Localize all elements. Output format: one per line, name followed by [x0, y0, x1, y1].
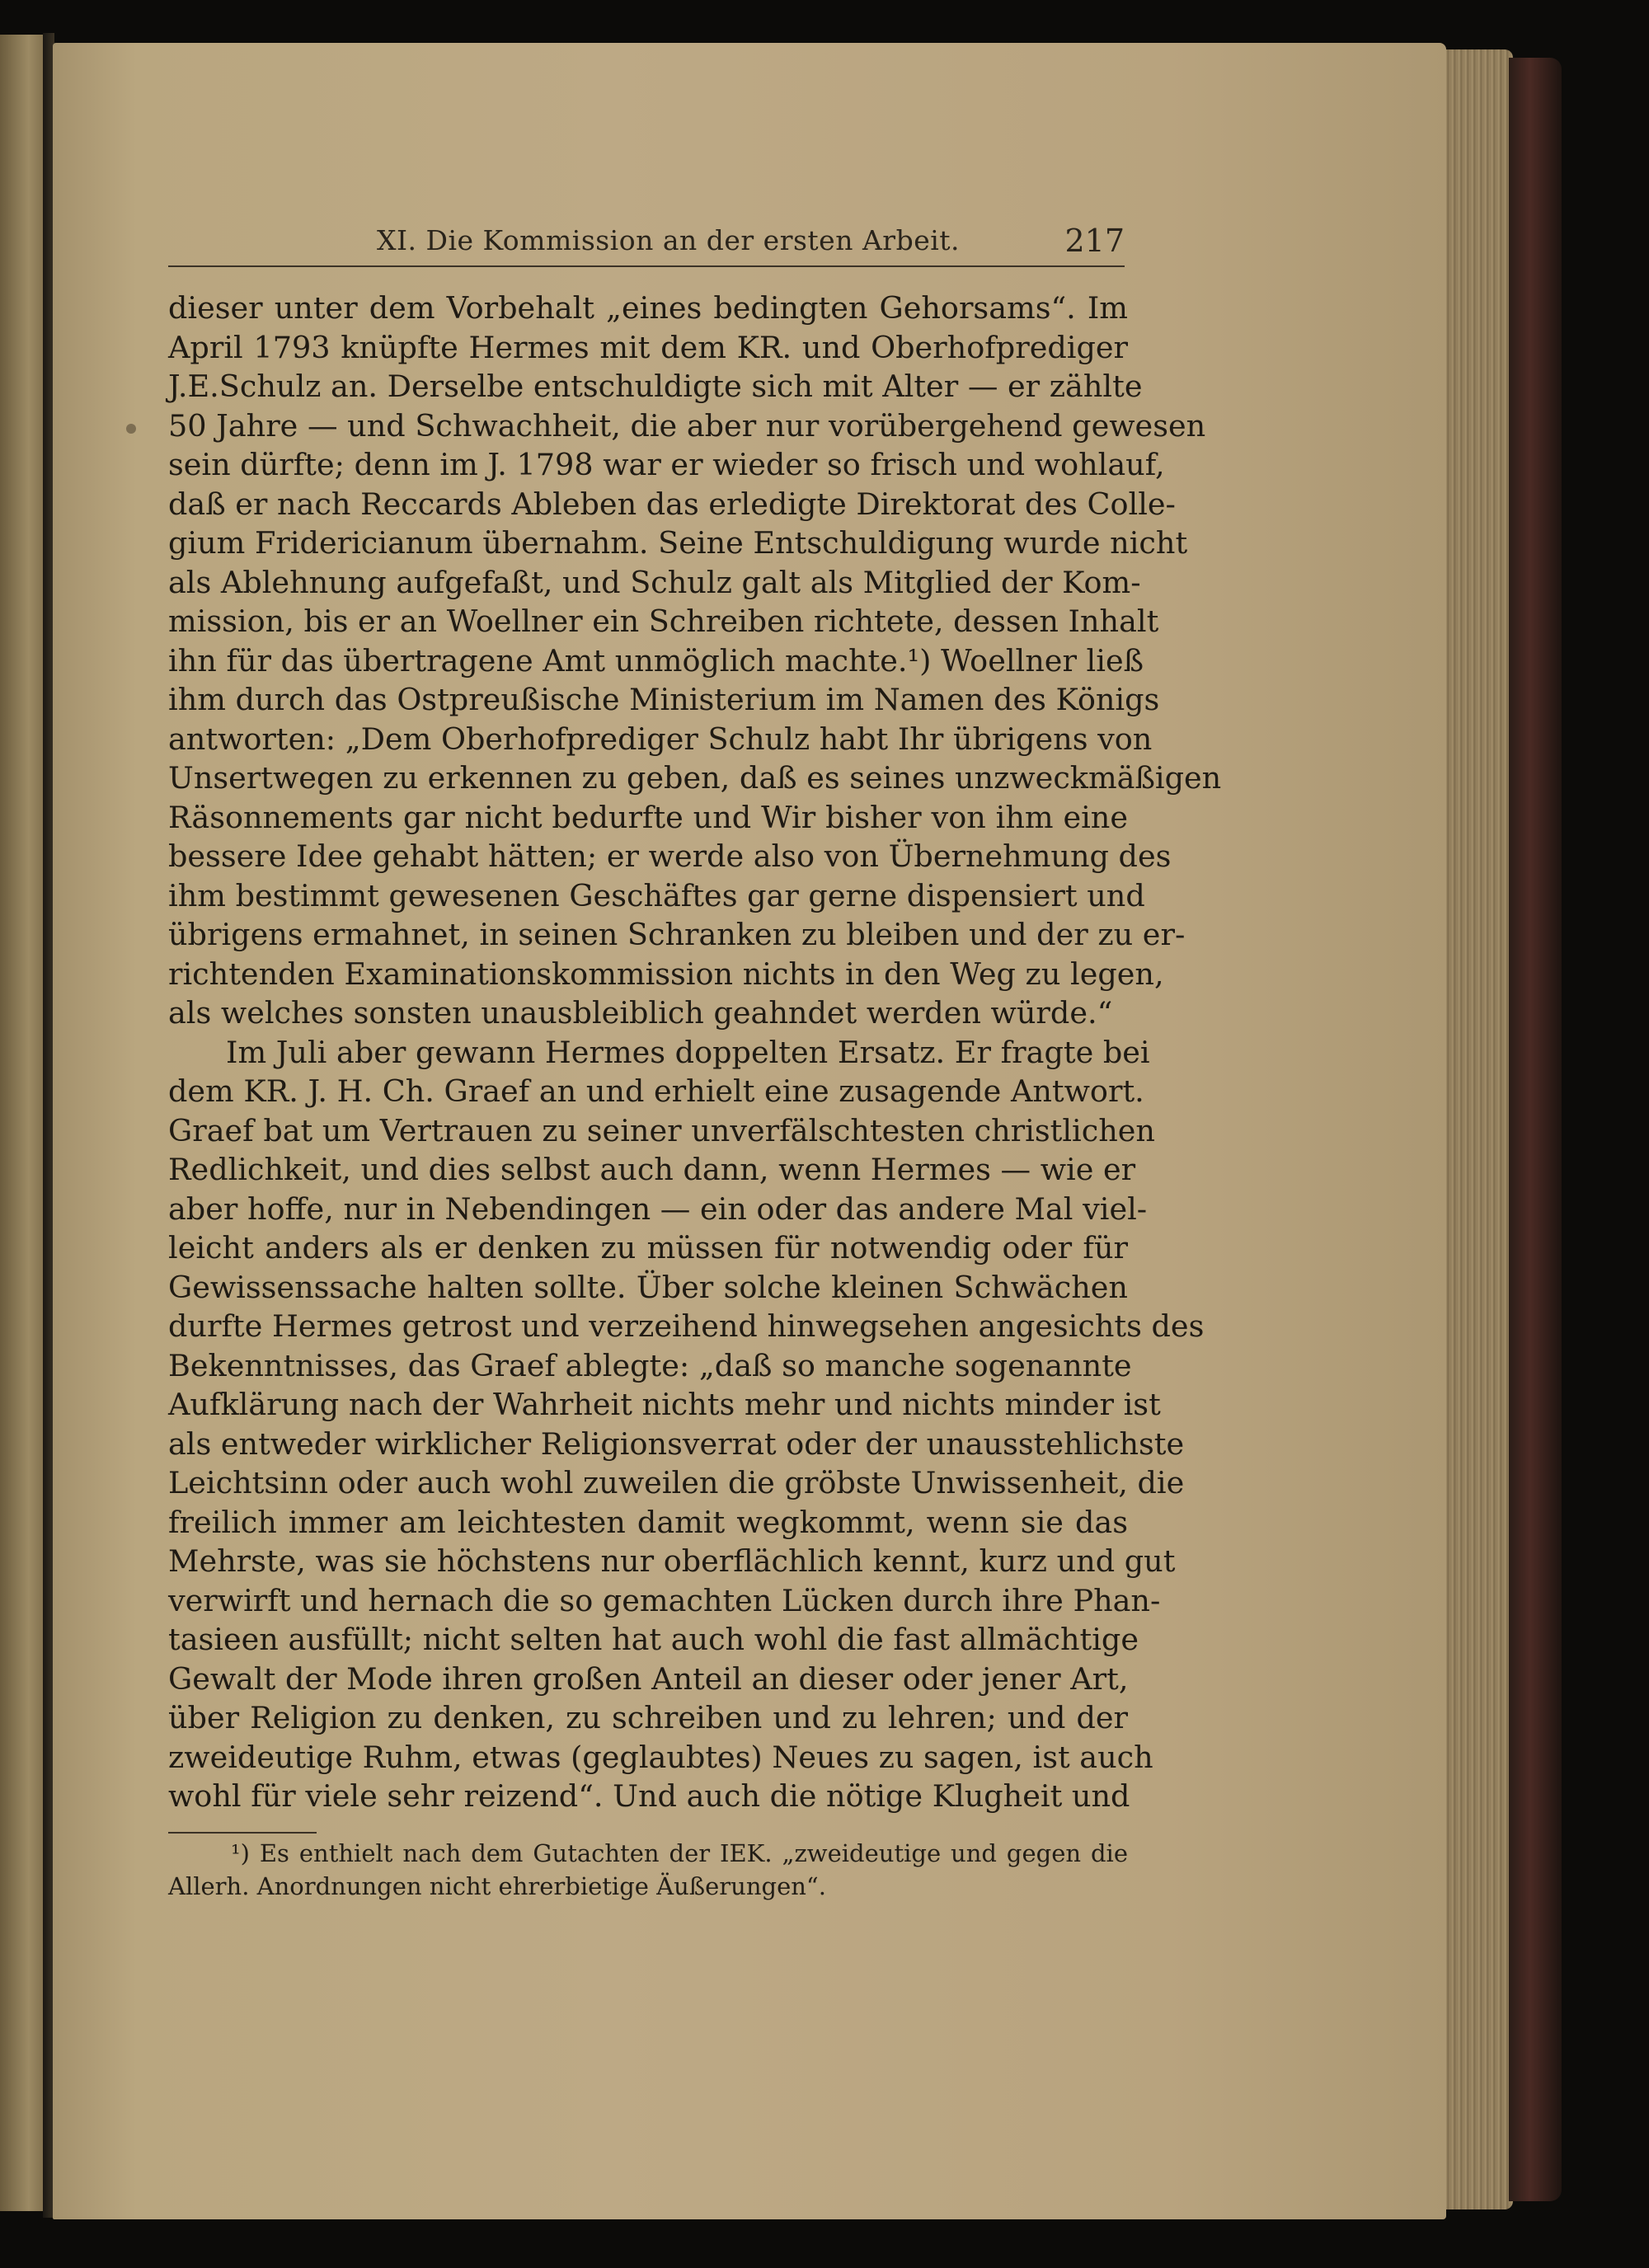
text-line: dieser unter dem Vorbehalt „eines bedingten Gehorsams“. Im: [168, 290, 1128, 326]
text-line: durfte Hermes getrost und verzeihend hinwegsehen angesichts des: [168, 1308, 1205, 1344]
footnote-divider: [168, 1832, 317, 1834]
text-line: J.E.Schulz an. Derselbe entschuldigte sich mit Alter — er zählte: [168, 369, 1143, 404]
text-line: Redlichkeit, und dies selbst auch dann, wenn Hermes — wie er: [168, 1152, 1136, 1187]
text-line: Bekenntnisses, das Graef ablegte: „daß so manche sogenannte: [168, 1347, 1132, 1383]
text-line: Räsonnements gar nicht bedurfte und Wir bisher von ihm eine: [168, 799, 1128, 835]
text-line: richtenden Examinationskommission nichts in den Weg zu legen,: [168, 956, 1164, 992]
text-line: mission, bis er an Woellner ein Schreiben richtete, dessen Inhalt: [168, 603, 1159, 639]
book-cover-edge: [1509, 58, 1562, 2201]
text-line: als welches sonsten unausbleiblich geahndet werden würde.“: [168, 995, 1113, 1031]
text-line: verwirft und hernach die so gemachten Lücken durch ihre Phan-: [168, 1582, 1161, 1618]
text-line: ihn für das übertragene Amt unmöglich machte.¹) Woellner ließ: [168, 642, 1144, 679]
text-line: antworten: „Dem Oberhofprediger Schulz habt Ihr übrigens von: [168, 721, 1153, 757]
text-line: Unsertwegen zu erkennen zu geben, daß es seines unzweckmäßigen: [168, 760, 1222, 796]
text-line: 50 Jahre — und Schwachheit, die aber nur vorübergehend gewesen: [168, 407, 1206, 444]
text-line: sein dürfte; denn im J. 1798 war er wieder so frisch und wohlauf,: [168, 447, 1165, 482]
body-text: [168, 289, 1222, 1816]
text-line: leicht anders als er denken zu müssen für notwendig oder für: [168, 1230, 1128, 1265]
text-line: gium Fridericianum übernahm. Seine Entschuldigung wurde nicht: [168, 525, 1188, 561]
page-header: [168, 216, 1125, 267]
text-line: aber hoffe, nur in Nebendingen — ein oder das andere Mal viel-: [168, 1190, 1148, 1227]
text-line: tasieen ausfüllt; nicht selten hat auch wohl die fast allmächtige: [168, 1622, 1139, 1657]
text-line: ihm bestimmt gewesenen Geschäftes gar gerne dispensiert und: [168, 877, 1145, 913]
paragraph-start-line: Im Juli aber gewann Hermes doppelten Ersatz. Er fragte bei: [226, 1034, 1150, 1070]
text-line: Gewissenssache halten sollte. Über solche kleinen Schwächen: [168, 1269, 1128, 1305]
text-line: als Ablehnung aufgefaßt, und Schulz galt als Mitglied der Kom-: [168, 564, 1141, 600]
text-line: Leichtsinn oder auch wohl zuweilen die gröbste Unwissenheit, die: [168, 1465, 1185, 1500]
text-line: Gewalt der Mode ihren großen Anteil an dieser oder jener Art,: [168, 1660, 1129, 1697]
text-line: Graef bat um Vertrauen zu seiner unverfälschtesten christlichen: [168, 1112, 1155, 1148]
text-line: übrigens ermahnet, in seinen Schranken zu bleiben und der zu er-: [168, 917, 1186, 952]
previous-page-edge: [0, 35, 48, 2211]
text-line: bessere Idee gehabt hätten; er werde also von Übernehmung des: [168, 838, 1172, 874]
footnote-line: ¹) Es enthielt nach dem Gutachten der IEK. „zweideutige und gegen die: [231, 1839, 1128, 1867]
text-line: dem KR. J. H. Ch. Graef an und erhielt eine zusagende Antwort.: [168, 1073, 1144, 1109]
ink-speck: [126, 424, 136, 434]
page-number: 217: [1064, 223, 1125, 259]
footnote-line: Allerh. Anordnungen nicht ehrerbietige Äußerungen“.: [168, 1872, 826, 1900]
text-line: freilich immer am leichtesten damit wegkommt, wenn sie das: [168, 1504, 1128, 1540]
text-line: zweideutige Ruhm, etwas (geglaubtes) Neues zu sagen, ist auch: [168, 1739, 1153, 1775]
text-line: April 1793 knüpfte Hermes mit dem KR. und Oberhofprediger: [168, 329, 1128, 365]
text-line: ihm durch das Ostpreußische Ministerium im Namen des Königs: [168, 682, 1160, 717]
text-line: Mehrste, was sie höchstens nur oberflächlich kennt, kurz und gut: [168, 1543, 1176, 1579]
text-line: wohl für viele sehr reizend“. Und auch die nötige Klugheit und: [168, 1778, 1130, 1814]
text-line: als entweder wirklicher Religionsverrat oder der unausstehlichste: [168, 1425, 1185, 1462]
text-line: daß er nach Reccards Ableben das erledigte Direktorat des Colle-: [168, 486, 1176, 522]
running-head: XI. Die Kommission an der ersten Arbeit.: [377, 224, 961, 256]
text-line: über Religion zu denken, zu schreiben und zu lehren; und der: [168, 1700, 1128, 1735]
text-line: Aufklärung nach der Wahrheit nichts mehr und nichts minder ist: [168, 1387, 1161, 1422]
footnotes: [168, 1837, 1128, 1903]
